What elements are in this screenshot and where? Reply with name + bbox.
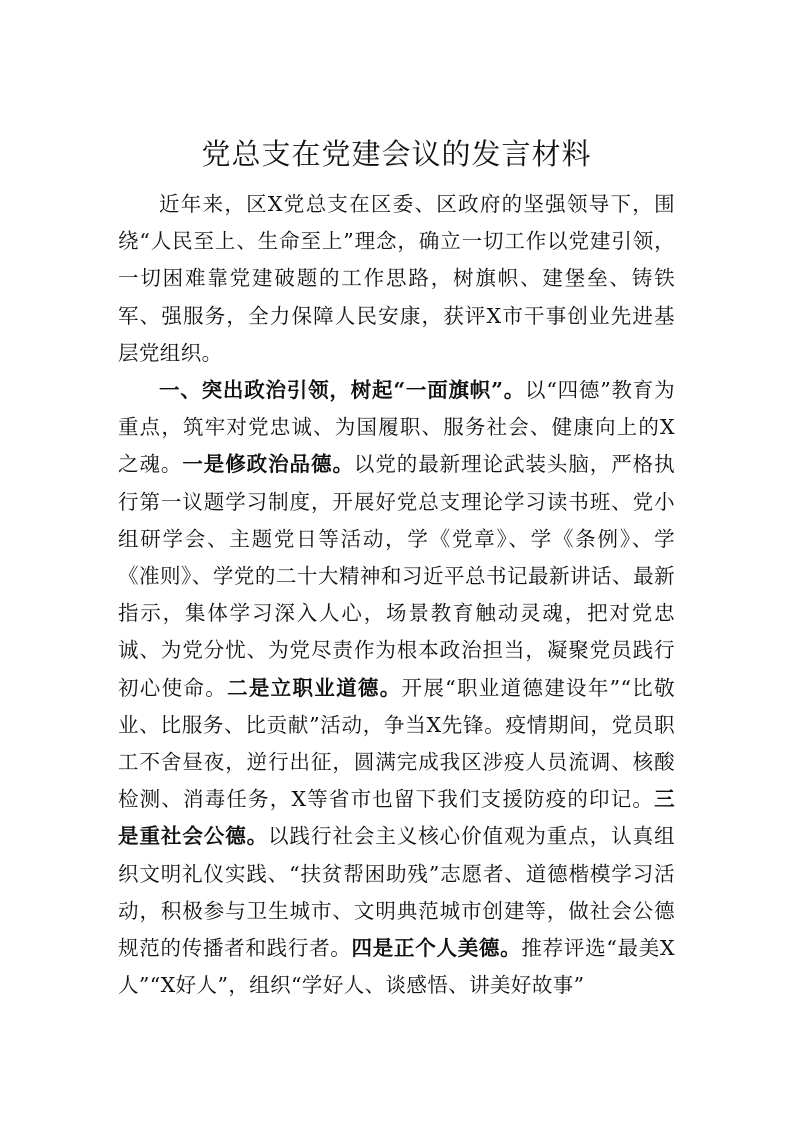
item-1-heading: 一是修政治品德。 (182, 452, 354, 477)
item-3-heading: 三是重社会公德。 (118, 787, 675, 849)
item-2-text: 开展“职业道德建设年”“比敬业、比服务、比贡献”活动，争当X先锋。疫情期间，党员职工不舍昼夜，逆行出征，圆满完成我区涉疫人员流调、核酸检测、消毒任务，X等省市也留下我们支援防疫的印记。 (118, 675, 676, 812)
intro-paragraph: 近年来，区X党总支在区委、区政府的坚强领导下，围绕“人民至上、生命至上”理念，确立一切工作以党建引领，一切困难靠党建破题的工作思路，树旗帜、建堡垒、铸铁军、强服务，全力保障人民安康，获评X市干事创业先进基层党组织。 (118, 192, 675, 365)
item-3-text: 以践行社会主义核心价值观为重点，认真组织文明礼仪实践、“扶贫帮困助残”志愿者、道德楷模学习活动，积极参与卫生城市、文明典范城市创建等，做社会公德规范的传播者和践行者。 (118, 824, 675, 961)
document-title: 党总支在党建会议的发言材料 (201, 137, 592, 171)
item-1-text: 以党的最新理论武装头脑，严格执行第一议题学习制度，开展好党总支理论学习读书班、党小组研学会、主题党日等活动，学《党章》、学《条例》、学《准则》、学党的二十大精神和习近平总书记最新讲话、最新指示，集体学习深入人心，场景教育触动灵魂，把对党忠诚、为党分忧、为党尽责作为根本政治担当，凝聚党员践行初心使命。 (118, 452, 676, 700)
item-4-text: 推荐评选“最美X人”“X好人”，组织“学好人、谈感悟、讲美好故事” (118, 936, 675, 998)
section-1-heading: 一、突出政治引领，树起“一面旗帜”。 (159, 378, 526, 403)
section-1-paragraph (118, 372, 675, 1004)
item-4-heading: 四是正个人美德。 (351, 936, 522, 961)
item-2-heading: 二是立职业道德。 (227, 675, 402, 700)
section-1-intro: 以“四德”教育为重点，筑牢对党忠诚、为国履职、服务社会、健康向上的X之魂。 (118, 378, 675, 477)
